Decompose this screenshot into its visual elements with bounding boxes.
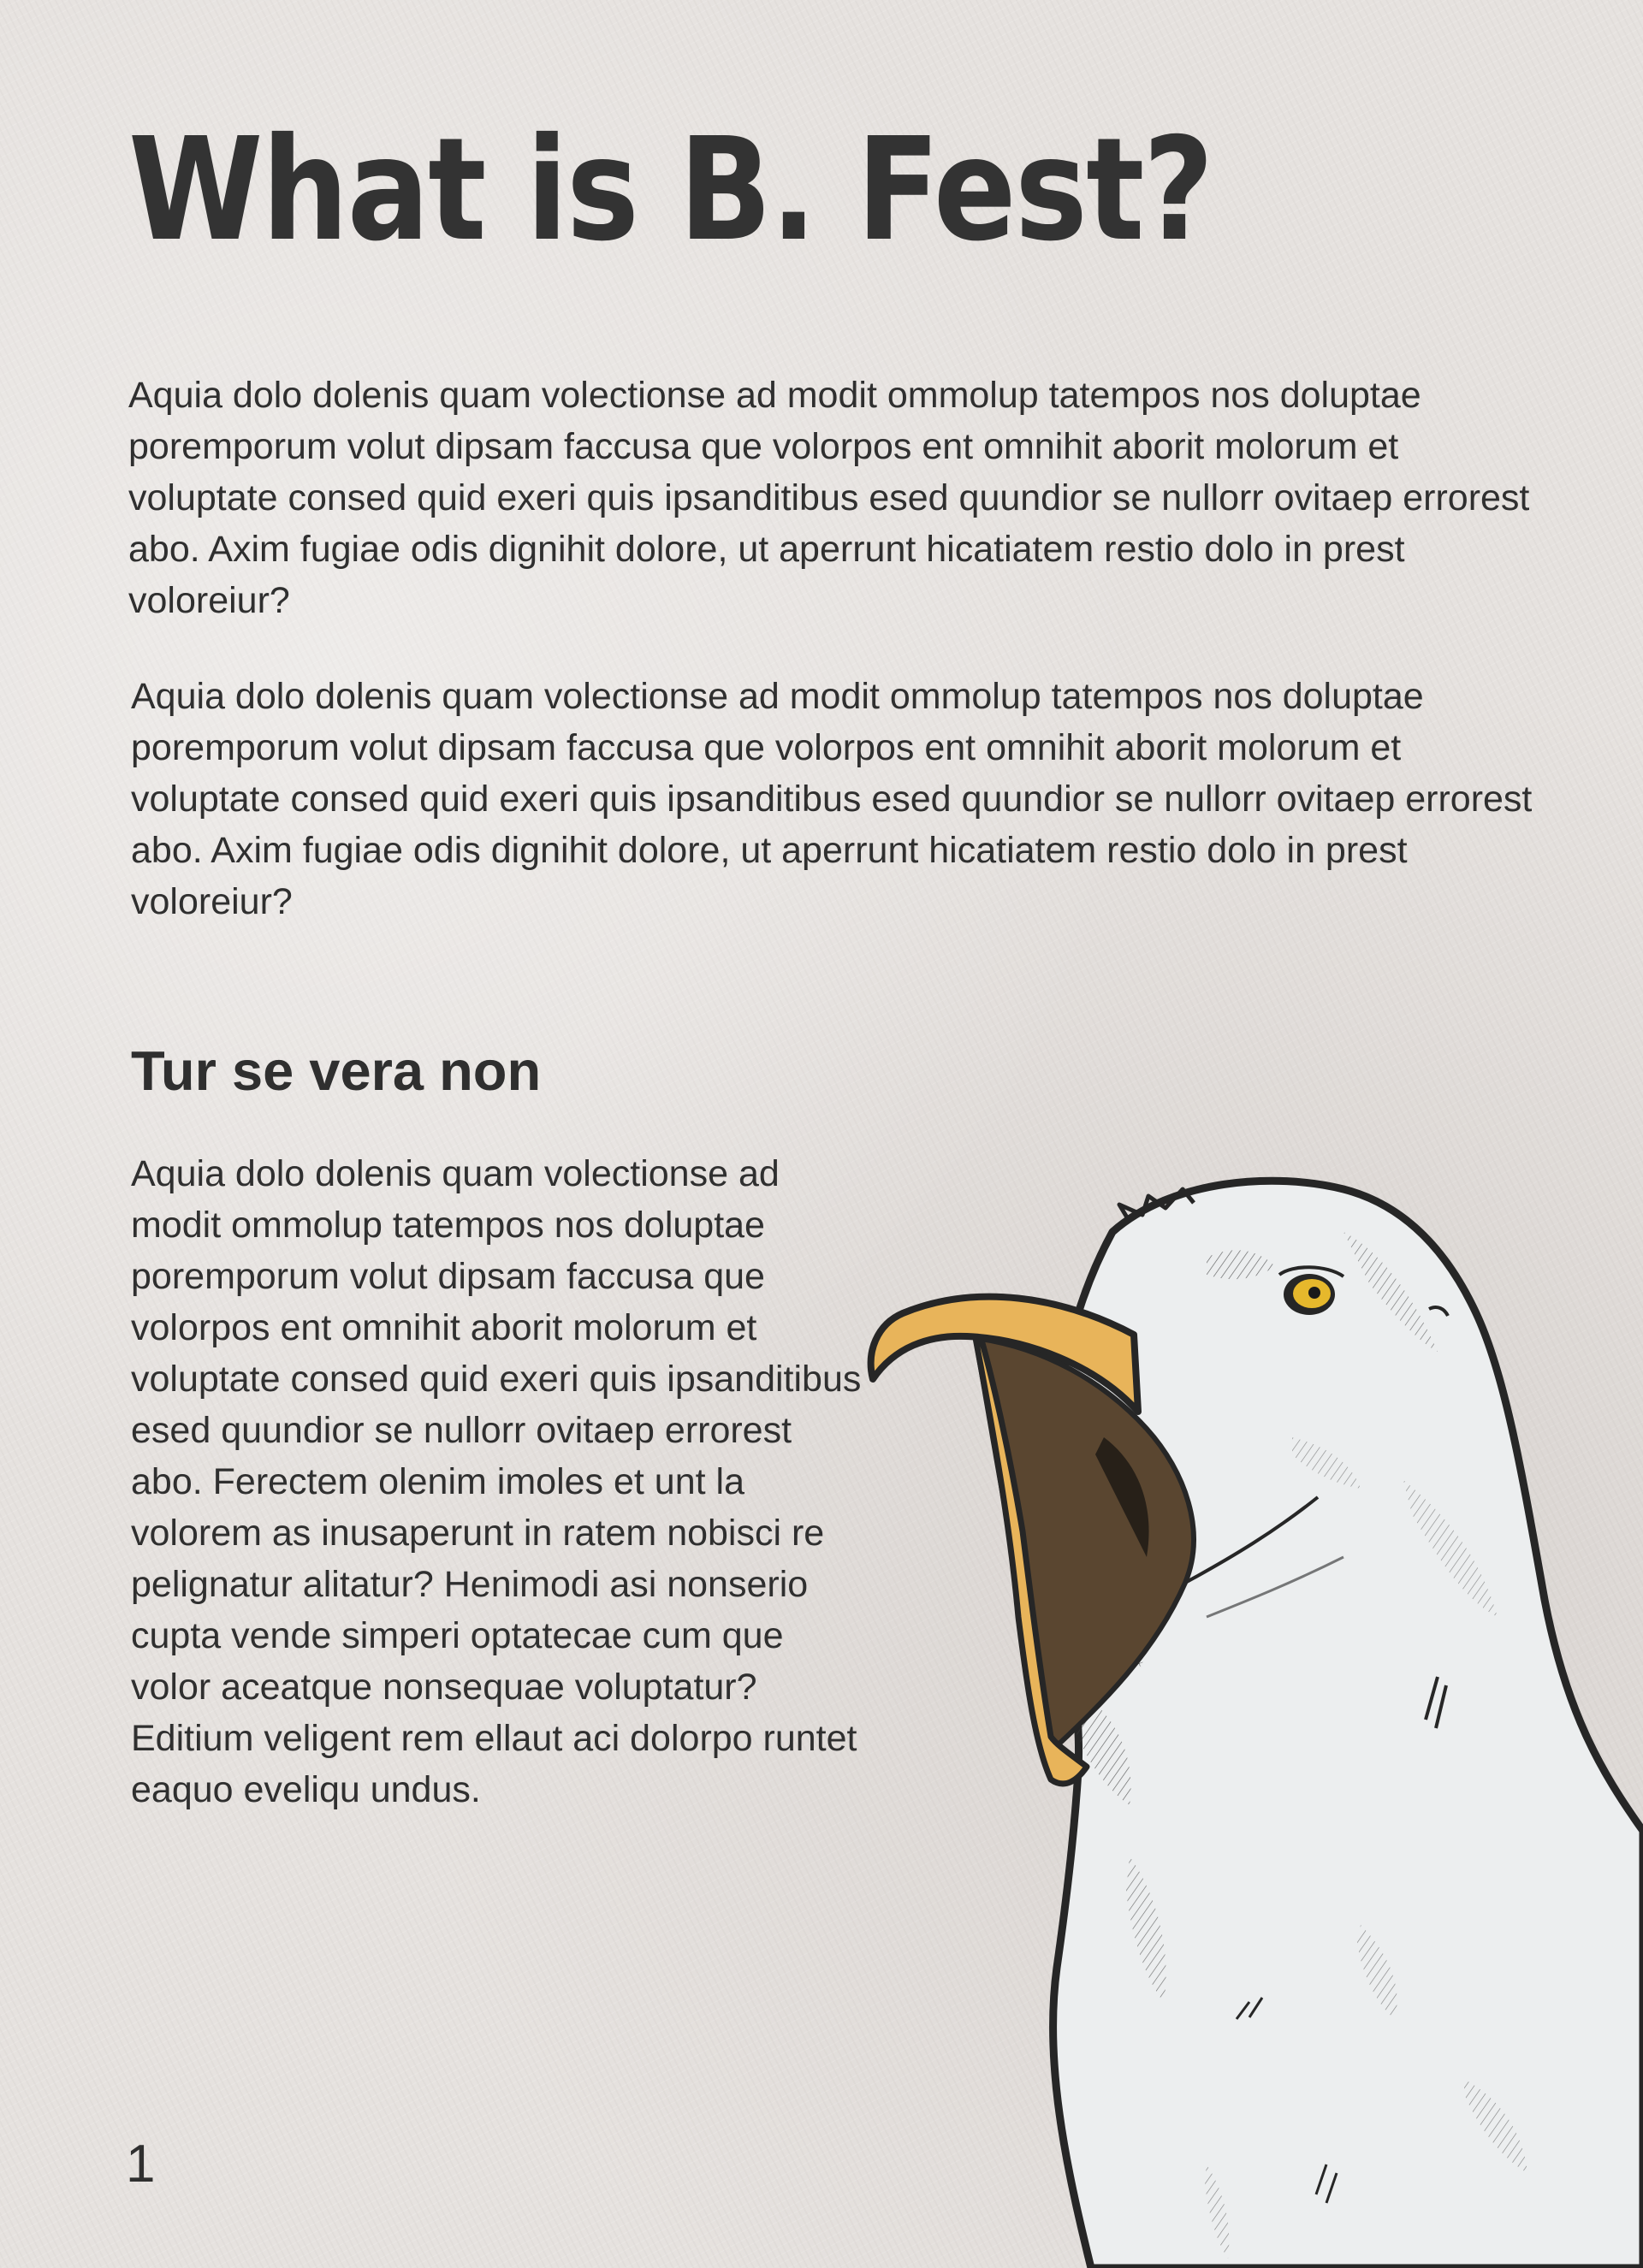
section-body-paragraph: Aquia dolo dolenis quam volectionse ad modit ommolup tatempos nos doluptae poremporum volut dipsam faccusa que volorpos ent omnihit aborit molorum et voluptate consed quid exeri quis ipsanditibus esed quundior se nullorr ovitaep errorest abo. Ferectem olenim imoles et unt la volorem as inusaperunt in ratem nobisci re pelignatur alitatur? Henimodi asi nonserio cupta vende simperi optatecae cum que volor aceatque nonsequae voluptatur? Editium veligent rem ellaut aci dolorpo runtet eaquo eveliqu undus.	[131, 1153, 862, 1810]
page-number: 1	[126, 2135, 156, 2194]
intro-paragraph-2: Aquia dolo dolenis quam volectionse ad modit ommolup tatempos nos doluptae poremporum volut dipsam faccusa que volorpos ent omnihit aborit molorum et voluptate consed quid exeri quis ipsanditibus esed quundior se nullorr ovitaep errorest abo. Axim fugiae odis dignihit dolore, ut aperrunt hicatiatem restio dolo in prest voloreiur?	[131, 676, 1533, 922]
intro-paragraph-1: Aquia dolo dolenis quam volectionse ad modit ommolup tatempos nos doluptae poremporum volut dipsam faccusa que volorpos ent omnihit aborit molorum et voluptate consed quid exeri quis ipsanditibus esed quundior se nullorr ovitaep errorest abo. Axim fugiae odis dignihit dolore, ut aperrunt hicatiatem restio dolo in prest voloreiur?	[128, 375, 1530, 621]
page-title: What is B. Fest?	[128, 108, 1213, 273]
gull-body	[1052, 1181, 1643, 2268]
section-heading: Tur se vera non	[131, 1039, 542, 1102]
seagull-illustration	[847, 1155, 1643, 2268]
